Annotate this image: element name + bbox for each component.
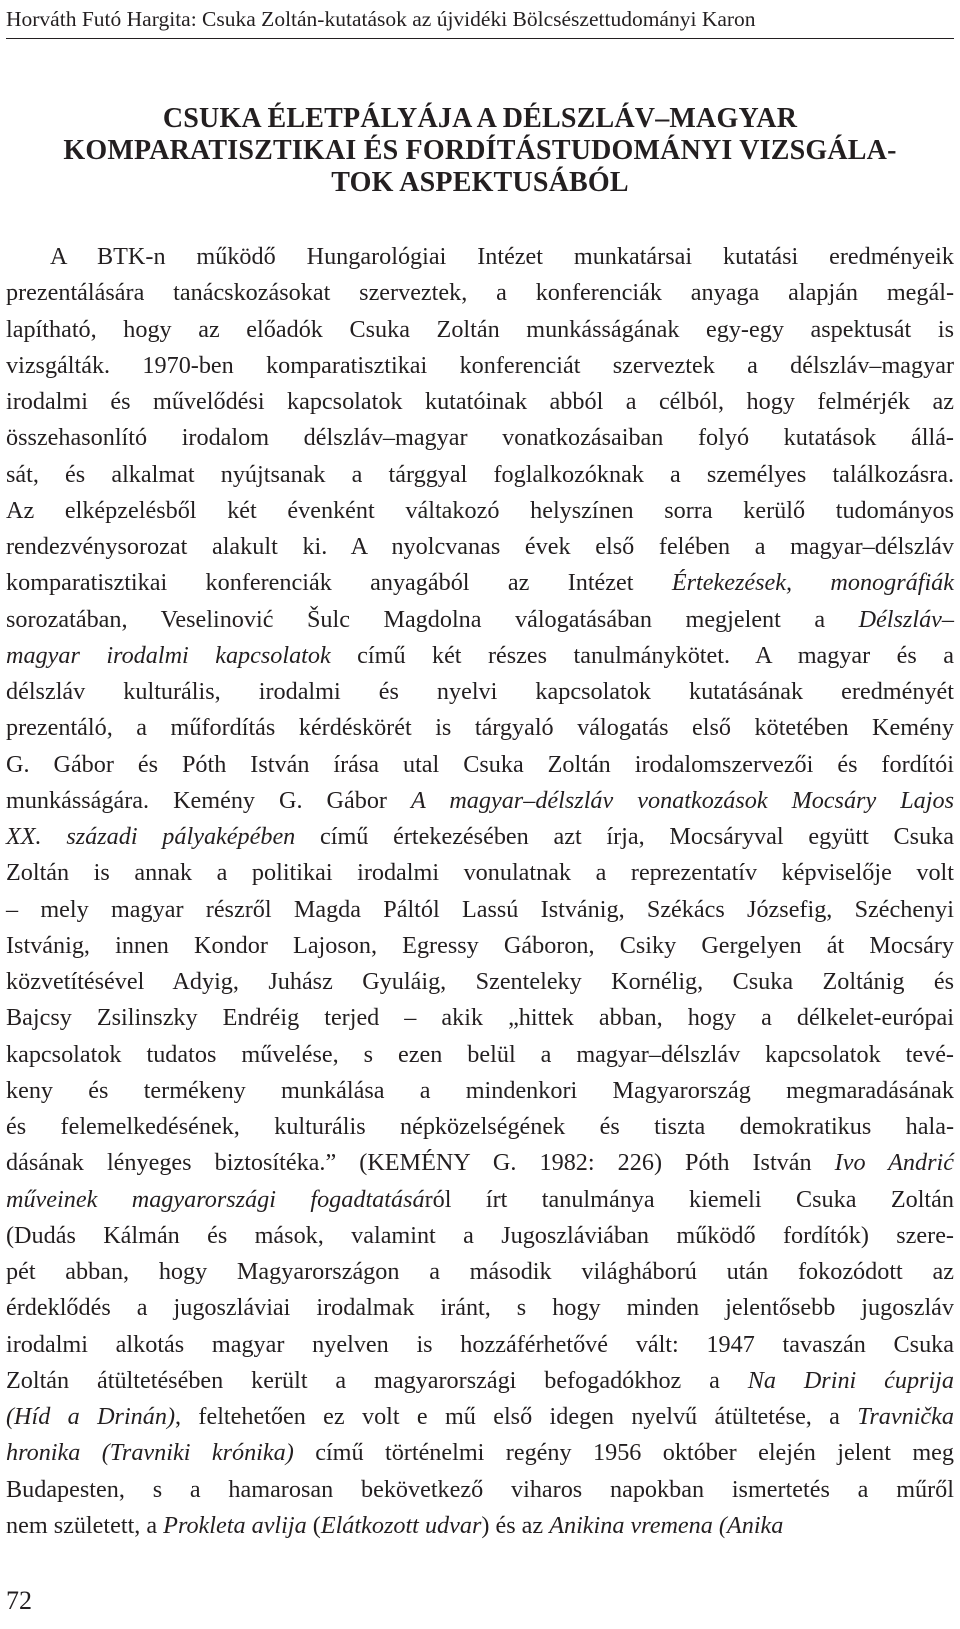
italic-title: Értekezések, monográfiák (671, 569, 955, 597)
text-run: Az elképzelésből két évenként váltakozó helyszínen sorra kerülő tudományos (6, 496, 954, 524)
text-run: Istvánig, innen Kondor Lajoson, Egressy Gáboron, Csiky Gergelyen át Mocsáry (6, 931, 954, 959)
section-title-line: KOMPARATISZTIKAI ÉS FORDÍTÁSTUDOMÁNYI VIZSGÁLA- (63, 135, 897, 166)
header-rule (6, 38, 954, 39)
paragraph-line (6, 710, 954, 746)
text-run: ról írt tanulmánya kiemeli Csuka Zoltán (424, 1185, 954, 1213)
text-run: G. Gábor és Póth István írása utal Csuka Zoltán irodalomszervezői és fordítói (6, 750, 954, 778)
text-run: ) és az (481, 1511, 550, 1539)
italic-title: Ivo Andrić (834, 1149, 954, 1177)
paragraph-line (6, 747, 954, 783)
text-run: prezentáló, a műfordítás kérdéskörét is tárgyaló válogatás első kötetében Kemény (6, 714, 954, 742)
paragraph-line (6, 1327, 954, 1363)
paragraph-line (6, 674, 954, 710)
text-run: (Dudás Kálmán és mások, valamint a Jugoszláviában működő fordítók) szere- (6, 1221, 954, 1249)
text-run: , feltehetően ez volt e mű első idegen nyelvű átültetése, a (175, 1403, 858, 1430)
paragraph-line (6, 892, 954, 928)
italic-title: Délszláv– (858, 605, 954, 633)
paragraph-line (6, 783, 954, 819)
text-run: – mely magyar részről Magda Páltól Lassú Istvánig, Székács Józsefig, Széchenyi (6, 895, 954, 923)
italic-title: (Híd a Drinán) (6, 1403, 176, 1430)
paragraph-line (6, 964, 954, 1000)
paragraph-line (6, 493, 954, 529)
text-run: közvetítésével Adyig, Juhász Gyuláig, Szenteleky Kornélig, Csuka Zoltánig és (6, 968, 954, 995)
italic-title: A magyar–délszláv vonatkozások Mocsáry Lajos (410, 786, 954, 814)
text-run: kapcsolatok tudatos művelése, s ezen belül a magyar–délszláv kapcsolatok tevé- (6, 1040, 954, 1068)
text-run: sorozatában, Veselinović Šulc Magdolna válogatásában megjelent a (6, 605, 859, 633)
text-run: irodalmi és művelődési kapcsolatok kutatóinak abból a célból, hogy felmérjék az (6, 388, 954, 415)
paragraph-line (6, 1508, 954, 1544)
italic-title: Elátkozott udvar (320, 1511, 482, 1539)
italic-title: Prokleta avlija (163, 1511, 307, 1539)
paragraph-line (6, 1218, 954, 1254)
paragraph-line (6, 384, 954, 420)
italic-title: Travnička (857, 1403, 954, 1430)
text-run: nem született, a (6, 1511, 164, 1539)
paragraph-line (6, 275, 954, 311)
running-head: Horváth Futó Hargita: Csuka Zoltán-kutatások az újvidéki Bölcsészettudományi Karon (6, 7, 756, 31)
text-run: lapítható, hogy az előadók Csuka Zoltán munkásságának egy-egy aspektusát is (6, 315, 954, 343)
text-run: rendezvénysorozat alakult ki. A nyolcvanas évek első felében a magyar–délszláv (6, 533, 954, 560)
paragraph-line (6, 1109, 954, 1145)
page-number: 72 (6, 1586, 32, 1615)
text-run: című történelmi regény 1956 október elején jelent meg (293, 1439, 955, 1467)
italic-title: műveinek magyarországi fogadtatásá (6, 1185, 425, 1213)
italic-title: Anikina vremena (Anika (549, 1511, 784, 1539)
paragraph-line (6, 1290, 954, 1326)
text-run: délszláv kulturális, irodalmi és nyelvi kapcsolatok kutatásának eredményét (6, 678, 954, 705)
paragraph-line (6, 457, 954, 493)
section-title (6, 103, 954, 199)
text-run: és felemelkedésének, kulturális népközelségének és tiszta demokratikus hala- (6, 1113, 954, 1140)
section-title-line: CSUKA ÉLETPÁLYÁJA A DÉLSZLÁV–MAGYAR (162, 103, 798, 134)
text-run: pét abban, hogy Magyarországon a második világháború után fokozódott az (6, 1258, 954, 1285)
text-run: Bajcsy Zsilinszky Endréig terjed – akik „hittek abban, hogy a délkelet-európai (6, 1004, 954, 1032)
paragraph-line (6, 1000, 954, 1036)
text-run: című két részes tanulmánykötet. A magyar és a (330, 641, 954, 669)
paragraph-line (6, 928, 954, 964)
text-run: című értekezésében azt írja, Mocsáryval együtt Csuka (295, 823, 955, 850)
paragraph-line (6, 529, 954, 565)
text-run: irodalmi alkotás magyar nyelven is hozzáférhetővé vált: 1947 tavaszán Csuka (6, 1330, 954, 1358)
paragraph-line (6, 1472, 954, 1508)
paragraph-line (6, 1182, 954, 1218)
text-run: érdeklődés a jugoszláviai irodalmak iránt, s hogy minden jelentősebb jugoszláv (6, 1294, 954, 1322)
paragraph-line (6, 348, 954, 384)
paragraph-line (6, 638, 954, 674)
text-run: keny és termékeny munkálása a mindenkori Magyarország megmaradásának (6, 1076, 954, 1104)
paragraph-line (6, 855, 954, 891)
paragraph-line (6, 1363, 954, 1399)
paragraph-line (6, 312, 954, 348)
text-run: vizsgálták. 1970-ben komparatisztikai konferenciát szerveztek a délszláv–magyar (6, 351, 954, 379)
text-run: Zoltán is annak a politikai irodalmi vonulatnak a reprezentatív képviselője volt (6, 859, 954, 887)
text-run: komparatisztikai konferenciák anyagából az Intézet (6, 569, 672, 597)
paragraph-line (6, 1145, 954, 1181)
text-run: A BTK-n működő Hungarológiai Intézet munkatársai kutatási eredményeik (50, 243, 954, 270)
text-run: sát, és alkalmat nyújtsanak a tárggyal foglalkozóknak a személyes találkozásra. (6, 460, 954, 488)
paragraph-line (6, 1254, 954, 1290)
text-run: ( (306, 1511, 321, 1539)
paragraph-line (6, 1037, 954, 1073)
paragraph-line (6, 1073, 954, 1109)
text-run: Zoltán átültetésében került a magyarországi befogadókhoz a (6, 1366, 748, 1394)
paragraph-line (6, 565, 954, 601)
italic-title: hronika (Travniki krónika) (6, 1439, 294, 1467)
italic-title: XX. századi pályaképében (6, 823, 296, 850)
text-run: prezentálására tanácskozásokat szerveztek, a konferenciák anyaga alapján megál- (6, 279, 954, 307)
paragraph-line (6, 1435, 954, 1471)
paragraph-line (6, 602, 954, 638)
paragraph-line (6, 239, 954, 275)
text-run: Budapesten, s a hamarosan bekövetkező viharos napokban ismertetés a műről (6, 1475, 954, 1503)
text-run: dásának lényeges biztosítéka.” (KEMÉNY G. 1982: 226) Póth István (6, 1149, 835, 1177)
paragraph-line (6, 819, 954, 855)
body-paragraph (6, 239, 954, 1544)
paragraph-line (6, 420, 954, 456)
paragraph-line (6, 1399, 954, 1435)
text-run: munkásságára. Kemény G. Gábor (6, 786, 411, 814)
section-title-line: TOK ASPEKTUSÁBÓL (331, 167, 629, 198)
text-run: összehasonlító irodalom délszláv–magyar vonatkozásaiban folyó kutatások állá- (6, 424, 954, 452)
italic-title: magyar irodalmi kapcsolatok (6, 641, 331, 669)
italic-title: Na Drini ćuprija (747, 1366, 954, 1394)
